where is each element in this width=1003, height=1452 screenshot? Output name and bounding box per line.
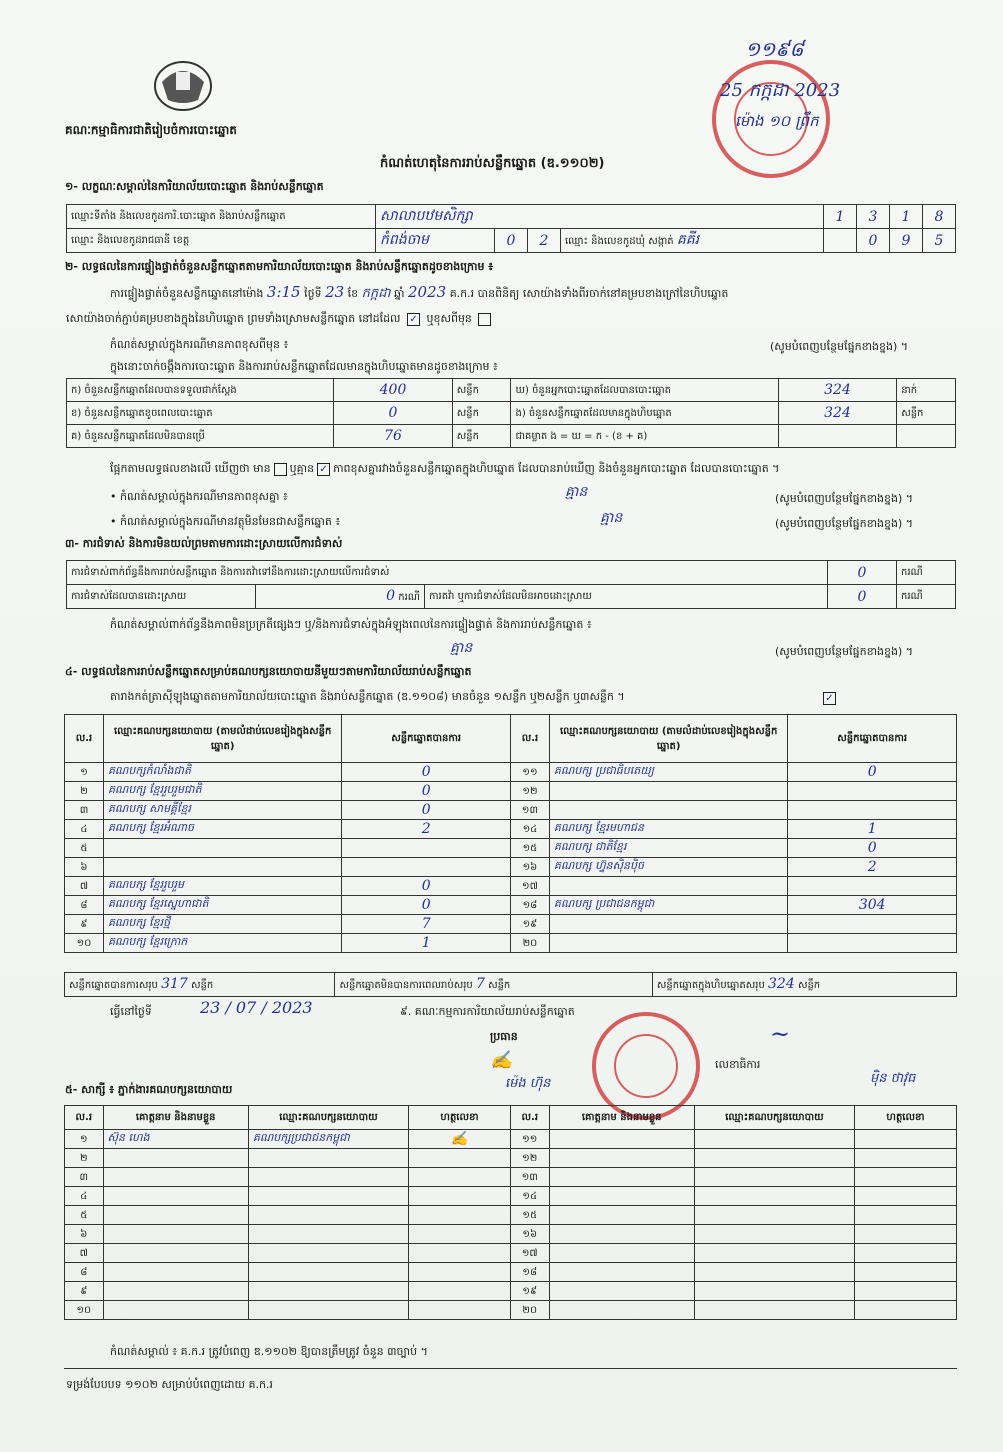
- row-number: ២: [65, 782, 104, 801]
- witness-table: [64, 1105, 957, 1320]
- note-object: • កំណត់សម្គាល់ក្នុងករណីមានវត្ថុមិនមែនជាសន្លឹកឆ្នោត ៖: [110, 515, 341, 528]
- count-value: 324: [778, 402, 896, 425]
- row-number: ១៧: [510, 877, 549, 896]
- province-digit: 2: [528, 229, 561, 253]
- row-number: ៨: [65, 896, 104, 915]
- row-number: ៦: [65, 1225, 104, 1244]
- section2-title: ២- លទ្ធផលនៃការផ្ទៀងផ្ទាត់ចំនួនសន្លឹកឆ្នោតតាមការិយាល័យបោះឆ្នោត និងរាប់សន្លឹកឆ្នោតដូចខាងក្រោម ៖: [65, 260, 494, 273]
- row-number: ១៤: [510, 820, 549, 839]
- col-votes: សន្លឹកឆ្នោតបានការ: [788, 715, 957, 763]
- verify-year: 2023: [408, 283, 447, 301]
- witness-party: [248, 1149, 408, 1168]
- witness-signature: [854, 1149, 956, 1168]
- verify-time: 3:15: [266, 283, 301, 301]
- row-number: ១០: [65, 934, 104, 953]
- commune-field: [561, 229, 824, 253]
- no-diff-checkbox[interactable]: ✓: [317, 463, 330, 476]
- witness-signature: [408, 1282, 510, 1301]
- witness-party: [694, 1282, 854, 1301]
- row-number: ១៩: [510, 915, 549, 934]
- location-value: សាលាបឋមសិក្សា: [376, 205, 824, 229]
- objection-label: ការជំទាស់ពាក់ព័ន្ធនឹងការរាប់សន្លឹកឆ្នោត និងការតវ៉ាទៅនឹងការដោះស្រាយលើការជំទាស់: [67, 561, 828, 585]
- party-name: គណបក្ស ខ្មែរអំណាច: [103, 820, 341, 839]
- witness-party: [694, 1187, 854, 1206]
- party-name: [549, 801, 787, 820]
- verify-month: កក្កដា: [361, 286, 391, 301]
- row-number: ៥: [65, 1206, 104, 1225]
- section1-table: [66, 204, 956, 253]
- unit: សន្លឹក: [190, 980, 214, 991]
- row-number: ១៧: [510, 1244, 549, 1263]
- party-votes: 0: [342, 801, 511, 820]
- witness-name: [549, 1263, 694, 1282]
- row-number: ៣: [65, 1168, 104, 1187]
- col-no: ល.រ: [510, 715, 549, 763]
- code-digit: 8: [923, 205, 956, 229]
- witness-signature: [408, 1263, 510, 1282]
- diff-text-rest: ភាពខុសគ្នារវាងចំនួនសន្លឹកឆ្នោតក្នុងហិបឆ្នោត ដែលបានរាប់ឃើញ និងចំនួនអ្នកបោះឆ្នោត ដែលបានបោះឆ្នោត ។: [333, 462, 780, 475]
- count-unit: សន្លឹក: [452, 379, 511, 402]
- row-number: ១៣: [510, 1168, 549, 1187]
- witness-signature: [854, 1206, 956, 1225]
- witness-signature: [408, 1149, 510, 1168]
- chair-label: ប្រធាន: [490, 1030, 518, 1043]
- party-votes: [342, 858, 511, 877]
- party-votes: 2: [788, 858, 957, 877]
- col-votes: សន្លឹកឆ្នោតបានការ: [342, 715, 511, 763]
- party-name: គណបក្ស ខ្មែរក្រោក: [103, 934, 341, 953]
- witness-signature: [854, 1301, 956, 1320]
- party-votes: 304: [788, 896, 957, 915]
- secretary-signature: ~: [770, 1020, 791, 1048]
- row-number: ១៣: [510, 801, 549, 820]
- fill-hint: (សូមបំពេញបន្ថែមផ្នែកខាងខ្នង) ។: [775, 645, 914, 658]
- party-name: [549, 915, 787, 934]
- count-value: 400: [334, 379, 452, 402]
- col-party: ឈ្មោះគណបក្សនយោបាយ: [248, 1106, 408, 1130]
- witness-signature: [854, 1168, 956, 1187]
- col-name: គោត្តនាម និងនាមខ្លួន: [549, 1106, 694, 1130]
- date-label: ធ្វើនៅថ្ងៃទី: [110, 1005, 152, 1018]
- witness-party: [248, 1187, 408, 1206]
- party-name: [549, 877, 787, 896]
- witness-name: [103, 1168, 248, 1187]
- count-value: [778, 425, 896, 448]
- unit: សន្លឹក: [797, 980, 821, 991]
- case-unit: ករណី: [897, 585, 956, 609]
- verify-line: [110, 283, 728, 304]
- witness-signature: [408, 1244, 510, 1263]
- commune-value: គគីរ: [676, 232, 700, 248]
- row-number: ១: [65, 1130, 104, 1149]
- results-table: [64, 714, 957, 953]
- totals-table: [64, 972, 957, 997]
- witness-name: [549, 1149, 694, 1168]
- received-time: ម៉ោង ១០ ព្រឹក: [735, 112, 819, 130]
- total-invalid-label: សន្លឹកឆ្នោតមិនបានការពេលរាប់សរុប: [339, 980, 473, 991]
- party-votes: [788, 801, 957, 820]
- witness-party: [694, 1130, 854, 1149]
- party-name: [549, 782, 787, 801]
- party-votes: [788, 934, 957, 953]
- witness-name: [549, 1168, 694, 1187]
- row-number: ៩: [65, 915, 104, 934]
- committee-name: គណៈកម្មាធិការជាតិរៀបចំការបោះឆ្នោត: [65, 123, 237, 137]
- col-no: ល.រ: [65, 1106, 104, 1130]
- count-unit: [897, 425, 956, 448]
- witness-name: ស៊ុន ហេង: [103, 1130, 248, 1149]
- row-number: ១៦: [510, 858, 549, 877]
- party-name: គណបក្ស ខ្មែររួបរួមជាតិ: [103, 782, 341, 801]
- province-digit: 0: [495, 229, 528, 253]
- verify-intro: ការផ្ទៀងផ្ទាត់ចំនួនសន្លឹកឆ្នោតនៅម៉ោង: [110, 287, 264, 300]
- irregularity-note: កំណត់សម្គាល់ពាក់ព័ន្ធនឹងភាពមិនប្រក្រតីផ្សេងៗ ឬ/និងការជំទាស់ក្នុងអំឡុងពេលនៃការផ្ទៀងផ្ទាត់ និងការរាប់សន្លឹកឆ្នោត ៖: [110, 618, 592, 631]
- witness-signature: [408, 1206, 510, 1225]
- witness-name: [549, 1282, 694, 1301]
- party-name: [549, 934, 787, 953]
- commune-digit: 9: [890, 229, 923, 253]
- witness-party: [248, 1263, 408, 1282]
- code-digit: 3: [857, 205, 890, 229]
- row-number: ១៥: [510, 1206, 549, 1225]
- witness-name: [549, 1187, 694, 1206]
- total-box-label: សន្លឹកឆ្នោតក្នុងហិបឆ្នោតសរុប: [656, 980, 765, 991]
- count-label: ជាគម្លាត ង = ឃ = ក - (ខ + គ): [511, 425, 778, 448]
- count-value: 76: [334, 425, 452, 448]
- count-value: 0: [334, 402, 452, 425]
- witness-signature: [854, 1130, 956, 1149]
- commune-digit: 5: [923, 229, 956, 253]
- party-name: គណបក្សកំលាំងជាតិ: [103, 763, 341, 782]
- witness-signature: [854, 1282, 956, 1301]
- section4-title: ៤- លទ្ធផលនៃការរាប់សន្លឹកឆ្នោតសម្រាប់គណបក្សនយោបាយនីមួយៗតាមការិយាល័យរាប់សន្លឹកឆ្នោត: [65, 665, 472, 678]
- row-number: ១៤: [510, 1187, 549, 1206]
- count-label: ឃ) ចំនួនអ្នកបោះឆ្នោតដែលបានបោះឆ្នោត: [511, 379, 778, 402]
- row-number: ៧: [65, 877, 104, 896]
- secretary-name: ម៉ិន ថាវុធ: [870, 1071, 916, 1086]
- day-label: ថ្ងៃទី: [304, 287, 322, 300]
- count-unit: សន្លឹក: [452, 402, 511, 425]
- row-number: ៤: [65, 820, 104, 839]
- note-different: កំណត់សម្គាល់ក្នុងករណីមានភាពខុសពីមុន ៖: [110, 338, 289, 351]
- unit: សន្លឹក: [488, 980, 511, 991]
- party-votes: 0: [342, 896, 511, 915]
- party-name: គណបក្ស ប្រជាជនកម្ពុជា: [549, 896, 787, 915]
- witness-signature: [854, 1244, 956, 1263]
- party-name: [103, 839, 341, 858]
- party-name: គណបក្ស ហ្វ៊ុនស៊ិនប៉ិច: [549, 858, 787, 877]
- total-box-value: 324: [768, 976, 795, 992]
- witness-signature: [854, 1187, 956, 1206]
- row-number: ១៩: [510, 1282, 549, 1301]
- col-signature: ហត្ថលេខា: [854, 1106, 956, 1130]
- party-name: [103, 858, 341, 877]
- province-label: ឈ្មោះ និងលេខកូដរាជធានី ខេត្ត: [67, 229, 376, 253]
- unresolved-label: ការតវ៉ា ឬការជំទាស់ដែលមិនអាចដោះស្រាយ: [425, 585, 828, 609]
- section3-title: ៣- ការជំទាស់ និងការមិនយល់ព្រមតាមការដោះស្រាយលើការជំទាស់: [65, 537, 343, 550]
- witness-party: [694, 1301, 854, 1320]
- month-label: ខែ: [347, 287, 359, 300]
- col-party: ឈ្មោះគណបក្សនយោបាយ (តាមលំដាប់លេខរៀងក្នុងសន្លឹកឆ្នោត): [103, 715, 341, 763]
- witness-name: [549, 1206, 694, 1225]
- witness-signature: ✍: [408, 1130, 510, 1149]
- party-name: គណបក្ស ខ្មែរថ្មី: [103, 915, 341, 934]
- party-votes: 0: [342, 763, 511, 782]
- verify-rest: គ.ក.រ បានពិនិត្យ សោយ៉ាងទាំងពីរចាក់នៅគម្របខាងក្រៅនៃហិបឆ្នោត: [449, 287, 729, 300]
- row-number: ១២: [510, 1149, 549, 1168]
- count-unit: សន្លឹក: [897, 402, 956, 425]
- commune-digit: 0: [857, 229, 890, 253]
- footer-divider: [64, 1368, 957, 1369]
- witness-name: [103, 1282, 248, 1301]
- party-name: គណបក្ស ខ្មែរមហាជន: [549, 820, 787, 839]
- location-label: ឈ្មោះទីតាំង និងលេខកូដការិ.បោះឆ្នោត និងរាប់សន្លឹកឆ្នោត: [67, 205, 376, 229]
- note-diff: • កំណត់សម្គាល់ក្នុងករណីមានភាពខុសគ្នា ៖: [110, 490, 288, 503]
- diff-text-none: ឬគ្មាន: [289, 462, 315, 475]
- party-votes: [788, 877, 957, 896]
- witness-signature: [408, 1168, 510, 1187]
- row-number: ១១: [510, 763, 549, 782]
- col-party: ឈ្មោះគណបក្សនយោបាយ (តាមលំដាប់លេខរៀងក្នុងសន្លឹកឆ្នោត): [549, 715, 787, 763]
- witness-name: [103, 1301, 248, 1320]
- witness-name: [103, 1263, 248, 1282]
- nec-emblem-icon: [150, 52, 216, 114]
- row-number: ៨: [65, 1263, 104, 1282]
- witness-name: [103, 1244, 248, 1263]
- witness-name: [103, 1187, 248, 1206]
- party-votes: 7: [342, 915, 511, 934]
- row-number: ២០: [510, 1301, 549, 1320]
- party-votes: 1: [788, 820, 957, 839]
- case-unit: ករណី: [398, 592, 420, 603]
- row-number: ៦: [65, 858, 104, 877]
- row-number: ១៦: [510, 1225, 549, 1244]
- year-label: ឆ្នាំ: [394, 287, 405, 300]
- witness-signature: [408, 1225, 510, 1244]
- secretary-label: លេខាធិការ: [715, 1058, 761, 1071]
- total-valid-value: 317: [161, 976, 188, 992]
- witness-name: [549, 1301, 694, 1320]
- total-valid-label: សន្លឹកឆ្នោតបានការសរុប: [69, 980, 158, 991]
- party-votes: [788, 782, 957, 801]
- witness-signature: [854, 1225, 956, 1244]
- resolved-label: ការជំទាស់ដែលបានដោះស្រាយ: [67, 585, 256, 609]
- counting-committee: ៩. គណៈកម្មការការិយាល័យរាប់សន្លឹកឆ្នោត: [400, 1005, 575, 1018]
- row-number: ២០: [510, 934, 549, 953]
- party-name: គណបក្ស ខ្មែររួបរួម: [103, 877, 341, 896]
- row-number: ១៨: [510, 896, 549, 915]
- unresolved-count: 0: [828, 585, 897, 609]
- note-object-value: គ្មាន: [600, 510, 623, 526]
- witness-name: [103, 1206, 248, 1225]
- party-name: គណបក្ស ខ្មែរស្នេហាជាតិ: [103, 896, 341, 915]
- seal-text: សោយ៉ាងចាក់ភ្ជាប់គម្របខាងក្នុងនៃហិបឆ្នោត ព្រមទាំងស្រោមសន្លឹកឆ្នោត នៅដដែល: [66, 312, 401, 325]
- party-votes: 0: [788, 763, 957, 782]
- received-date: 25 កក្កដា 2023: [720, 80, 841, 101]
- party-votes: 0: [342, 782, 511, 801]
- witness-signature: [408, 1187, 510, 1206]
- fill-hint: (សូមបំពេញបន្ថែមផ្នែកខាងខ្នង) ។: [775, 517, 914, 530]
- party-name: គណបក្ស ជាតិខ្មែរ: [549, 839, 787, 858]
- province-value: កំពង់ចាម: [376, 229, 495, 253]
- fill-hint: (សូមបំពេញបន្ថែមផ្នែកខាងខ្នង) ។: [770, 340, 909, 353]
- col-party: ឈ្មោះគណបក្សនយោបាយ: [694, 1106, 854, 1130]
- witness-name: [103, 1225, 248, 1244]
- party-name: គណបក្ស សាមគ្គីខ្មែរ: [103, 801, 341, 820]
- row-number: ១០: [65, 1301, 104, 1320]
- signed-date: 23 / 07 / 2023: [200, 998, 313, 1017]
- witness-party: [248, 1282, 408, 1301]
- row-number: ១: [65, 763, 104, 782]
- count-label: ក) ចំនួនសន្លឹកឆ្នោតដែលបានទទួលជាក់ស្តែង: [67, 379, 334, 402]
- count-table: [66, 378, 956, 448]
- section4-sub: តារាងកត់ត្រាស៊ីឡុងឆ្នោតតាមការិយាល័យបោះឆ្នោត និងរាប់សន្លឹកឆ្នោត (ឌ.១១០៨) មានចំនួន ១សន្លឹក ឬ២សន្លឹក ឬ៣សន្លឹក ។: [110, 690, 625, 703]
- count-value: 324: [778, 379, 896, 402]
- witness-party: [248, 1225, 408, 1244]
- resolved-count: 0: [386, 588, 396, 604]
- col-no: ល.រ: [65, 715, 104, 763]
- section5-title: ៥- សាក្សី ៖ ភ្នាក់ងារគណបក្សនយោបាយ: [65, 1083, 233, 1096]
- witness-party: [694, 1168, 854, 1187]
- three-sheets-checkbox[interactable]: ✓: [823, 692, 836, 705]
- seal-text-changed: ឬខុសពីមុន: [426, 312, 472, 325]
- code-digit: 1: [890, 205, 923, 229]
- form-title: កំណត់ហេតុនៃការរាប់សន្លឹកឆ្នោត (ឌ.១១០២): [380, 156, 605, 171]
- count-label: ខ) ចំនួនសន្លឹកឆ្នោតខូចពេលបោះឆ្នោត: [67, 402, 334, 425]
- witness-name: [549, 1130, 694, 1149]
- row-number: ៣: [65, 801, 104, 820]
- row-number: ២: [65, 1149, 104, 1168]
- row-number: ៩: [65, 1282, 104, 1301]
- witness-party: [694, 1244, 854, 1263]
- case-unit: ករណី: [897, 561, 956, 585]
- verify-day: 23: [325, 283, 345, 301]
- col-no: ល.រ: [510, 1106, 549, 1130]
- witness-name: [549, 1225, 694, 1244]
- row-number: ១១: [510, 1130, 549, 1149]
- section2-line3: ក្នុងនោះចាក់ចង្កឹងការបោះឆ្នោត និងការរាប់សន្លឹកឆ្នោតដែលមានក្នុងហិបឆ្នោតមានដូចខាងក្រោម ៖: [110, 360, 498, 373]
- chair-name: ម៉េង ហ៊ុន: [505, 1076, 551, 1091]
- objection-count: 0: [828, 561, 897, 585]
- row-number: ១៨: [510, 1263, 549, 1282]
- row-number: ៥: [65, 839, 104, 858]
- party-votes: 1: [342, 934, 511, 953]
- changed-checkbox[interactable]: [478, 313, 491, 326]
- row-number: ៤: [65, 1187, 104, 1206]
- office-stamp: [592, 1012, 700, 1120]
- final-note: កំណត់សម្គាល់ ៖ គ.ក.រ ត្រូវបំពេញ ឌ.១១០២ ឱ្យបានត្រឹមត្រូវ ចំនួន ៣ច្បាប់ ។: [110, 1345, 428, 1358]
- witness-party: [694, 1263, 854, 1282]
- has-diff-checkbox[interactable]: [274, 463, 287, 476]
- col-name: គោត្តនាម និងនាមខ្លួន: [103, 1106, 248, 1130]
- total-invalid-value: 7: [475, 976, 485, 992]
- chair-signature: ✍: [490, 1050, 513, 1071]
- witness-party: [694, 1206, 854, 1225]
- count-unit: សន្លឹក: [452, 425, 511, 448]
- count-label: គ) ចំនួនសន្លឹកឆ្នោតដែលមិនបានប្រើ: [67, 425, 334, 448]
- witness-party: [248, 1301, 408, 1320]
- code-digit: 1: [824, 205, 857, 229]
- count-label: ង) ចំនួនសន្លឹកឆ្នោតដែលមានក្នុងហិបឆ្នោត: [511, 402, 778, 425]
- witness-party: គណបក្សប្រជាជនកម្ពុជា: [248, 1130, 408, 1149]
- party-name: គណបក្ស ប្រជាធិបតេយ្យ: [549, 763, 787, 782]
- form-footer: ទម្រង់បែបបទ ១១០២ សម្រាប់បំពេញដោយ គ.ក.រ: [66, 1378, 273, 1391]
- party-votes: [788, 915, 957, 934]
- section1-title: ១- លក្ខណៈសម្គាល់នៃការិយាល័យបោះឆ្នោត និងរាប់សន្លឹកឆ្នោត: [65, 180, 324, 193]
- witness-party: [694, 1225, 854, 1244]
- seal-line: [66, 312, 494, 328]
- fill-hint: (សូមបំពេញបន្ថែមផ្នែកខាងខ្នង) ។: [775, 492, 914, 505]
- party-votes: 0: [788, 839, 957, 858]
- witness-party: [694, 1149, 854, 1168]
- irregularity-value: គ្មាន: [450, 640, 473, 656]
- row-number: ១៥: [510, 839, 549, 858]
- witness-name: [103, 1149, 248, 1168]
- witness-party: [248, 1168, 408, 1187]
- witness-name: [549, 1244, 694, 1263]
- row-number: ៧: [65, 1244, 104, 1263]
- commune-label: ឈ្មោះ និងលេខកូដឃុំ សង្កាត់: [565, 236, 674, 247]
- difference-line: [110, 462, 779, 478]
- objection-table: [66, 560, 956, 609]
- count-unit: នាក់: [897, 379, 956, 402]
- party-votes: [342, 839, 511, 858]
- registration-number: ១១៩៨: [745, 37, 804, 61]
- party-votes: 2: [342, 820, 511, 839]
- unchanged-checkbox[interactable]: ✓: [407, 313, 420, 326]
- witness-party: [248, 1206, 408, 1225]
- row-number: ១២: [510, 782, 549, 801]
- witness-signature: [854, 1263, 956, 1282]
- witness-party: [248, 1244, 408, 1263]
- col-signature: ហត្ថលេខា: [408, 1106, 510, 1130]
- witness-signature: [408, 1301, 510, 1320]
- diff-text: ផ្អែកតាមលទ្ធផលខាងលើ ឃើញថា មាន: [110, 462, 271, 475]
- note-diff-value: គ្មាន: [565, 484, 588, 500]
- party-votes: 0: [342, 877, 511, 896]
